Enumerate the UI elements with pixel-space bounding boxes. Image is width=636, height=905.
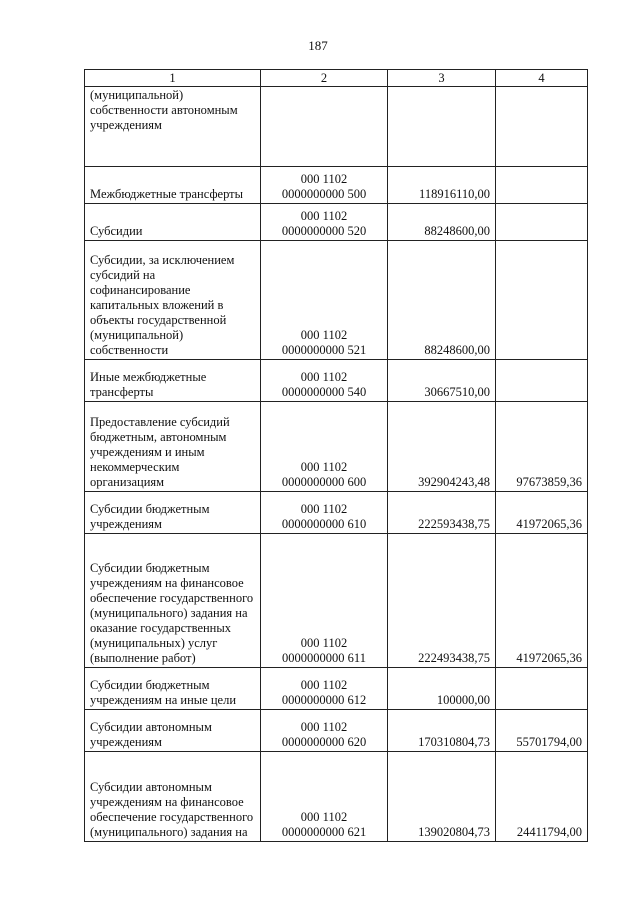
table-row [85,492,588,534]
row-value-col3: 30667510,00 [388,360,496,402]
row-value-col3: 222493438,75 [388,534,496,668]
page-number: 187 [308,38,328,53]
column-header-1: 1 [85,70,261,87]
row-value-col4: 41972065,36 [496,492,588,534]
row-code: 000 1102 0000000000 612 [261,668,388,710]
row-value-col4 [496,241,588,360]
row-name: Субсидии бюджетным учреждениям [85,492,261,534]
table-row [85,710,588,752]
row-value-col4 [496,360,588,402]
row-value-col4: 41972065,36 [496,534,588,668]
row-name: Субсидии бюджетным учреждениям на финансовое обеспечение государственного (муниципального) задания на оказание государственных (муниципальных) услуг (выполнение работ) [85,534,261,668]
column-header-4: 4 [496,70,588,87]
column-header-2: 2 [261,70,388,87]
row-value-col3: 139020804,73 [388,752,496,842]
row-value-col3: 118916110,00 [388,167,496,204]
row-code: 000 1102 0000000000 540 [261,360,388,402]
table-row [85,752,588,842]
row-name: Субсидии бюджетным учреждениям на иные цели [85,668,261,710]
row-value-col3: 88248600,00 [388,204,496,241]
table-row [85,402,588,492]
row-name: Субсидии автономным учреждениям [85,710,261,752]
row-code: 000 1102 0000000000 500 [261,167,388,204]
row-value-col4 [496,204,588,241]
row-code: 000 1102 0000000000 610 [261,492,388,534]
row-value-col3: 170310804,73 [388,710,496,752]
table-row [85,87,588,167]
row-value-col3: 222593438,75 [388,492,496,534]
row-value-col3: 88248600,00 [388,241,496,360]
row-name: Субсидии автономным учреждениям на финансовое обеспечение государственного (муниципального) задания на [85,752,261,842]
row-code: 000 1102 0000000000 600 [261,402,388,492]
table-row [85,241,588,360]
row-name: Межбюджетные трансферты [85,167,261,204]
row-name: Субсидии, за исключением субсидий на софинансирование капитальных вложений в объекты государственной (муниципальной) собственности [85,241,261,360]
table-row [85,360,588,402]
budget-table [84,69,588,842]
row-value-col3: 100000,00 [388,668,496,710]
table-row [85,204,588,241]
row-value-col4: 97673859,36 [496,402,588,492]
row-value-col3: 392904243,48 [388,402,496,492]
row-code: 000 1102 0000000000 611 [261,534,388,668]
row-code [261,87,388,167]
column-header-3: 3 [388,70,496,87]
row-value-col4: 55701794,00 [496,710,588,752]
row-code: 000 1102 0000000000 620 [261,710,388,752]
row-value-col4 [496,87,588,167]
row-code: 000 1102 0000000000 621 [261,752,388,842]
row-value-col4 [496,167,588,204]
row-name: (муниципальной) собственности автономным учреждениям [85,87,261,167]
table-row [85,167,588,204]
row-name: Субсидии [85,204,261,241]
row-code: 000 1102 0000000000 520 [261,204,388,241]
row-name: Предоставление субсидий бюджетным, автономным учреждениям и иным некоммерческим организациям [85,402,261,492]
table-header-row [85,70,588,87]
table-row [85,668,588,710]
row-value-col3 [388,87,496,167]
table-row [85,534,588,668]
row-value-col4 [496,668,588,710]
row-code: 000 1102 0000000000 521 [261,241,388,360]
row-value-col4: 24411794,00 [496,752,588,842]
row-name: Иные межбюджетные трансферты [85,360,261,402]
